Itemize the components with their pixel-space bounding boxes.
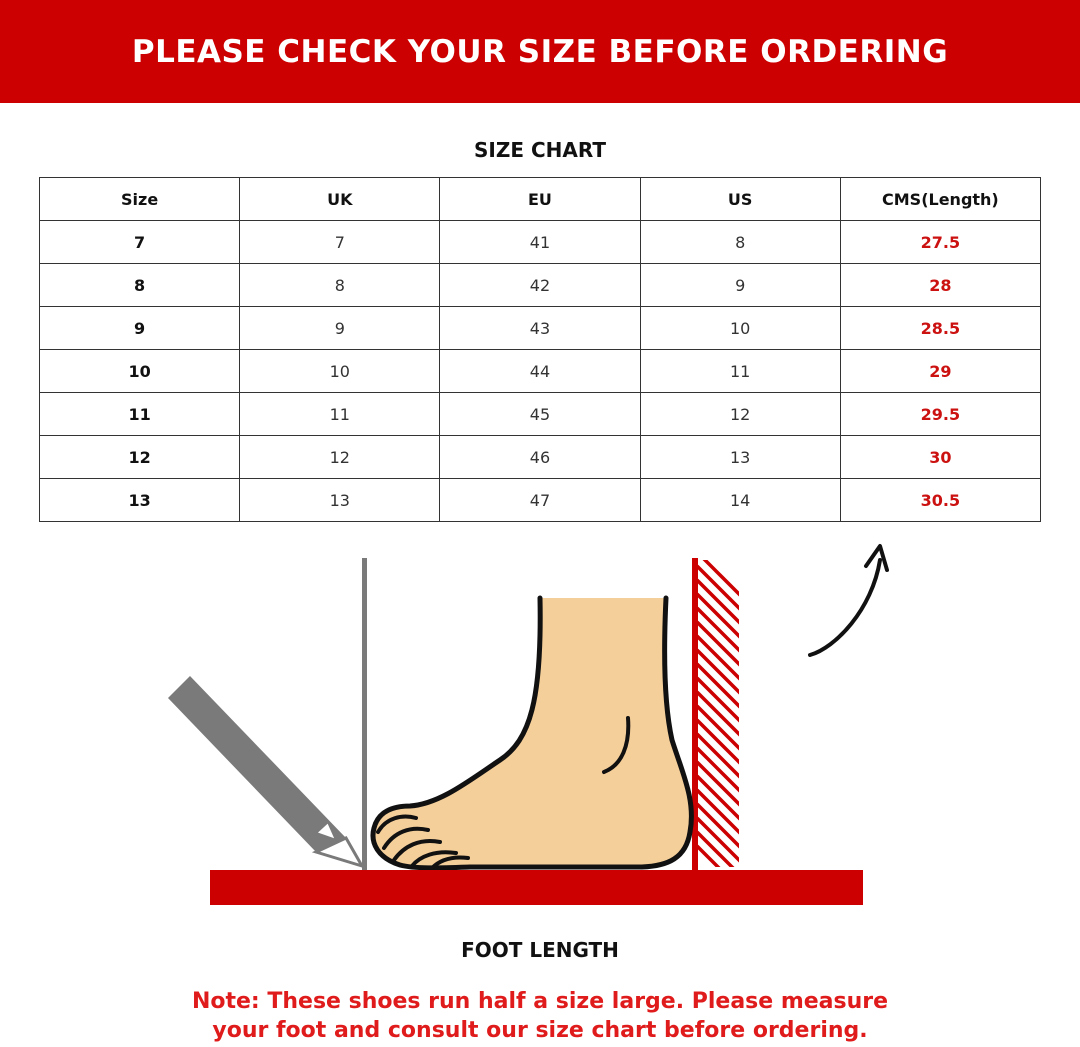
foot-icon (373, 598, 691, 868)
cell-size: 7 (40, 221, 240, 264)
cell-cms: 30.5 (840, 479, 1040, 522)
table-row (40, 350, 1041, 393)
pencil-icon (168, 676, 362, 866)
cell-size: 12 (40, 436, 240, 479)
cell-us: 13 (640, 436, 840, 479)
header-eu: EU (440, 178, 640, 221)
cell-eu: 46 (440, 436, 640, 479)
cell-uk: 13 (240, 479, 440, 522)
cell-cms: 29 (840, 350, 1040, 393)
cell-us: 11 (640, 350, 840, 393)
cell-size: 13 (40, 479, 240, 522)
cell-size: 9 (40, 307, 240, 350)
wall-icon (692, 552, 745, 894)
size-chart-table (39, 177, 1041, 522)
cell-eu: 43 (440, 307, 640, 350)
table-row (40, 436, 1041, 479)
curved-arrow-icon (810, 546, 887, 655)
header-uk: UK (240, 178, 440, 221)
cell-eu: 41 (440, 221, 640, 264)
cell-eu: 45 (440, 393, 640, 436)
cell-us: 12 (640, 393, 840, 436)
cell-us: 14 (640, 479, 840, 522)
measure-line (362, 558, 367, 870)
header-size: Size (40, 178, 240, 221)
table-row (40, 221, 1041, 264)
cell-size: 11 (40, 393, 240, 436)
table-header-row (40, 178, 1041, 221)
cell-uk: 8 (240, 264, 440, 307)
cell-cms: 30 (840, 436, 1040, 479)
sizing-note (0, 987, 1080, 1045)
cell-eu: 47 (440, 479, 640, 522)
cell-uk: 11 (240, 393, 440, 436)
cell-size: 10 (40, 350, 240, 393)
cell-uk: 12 (240, 436, 440, 479)
table-row (40, 393, 1041, 436)
table-row (40, 307, 1041, 350)
cell-us: 10 (640, 307, 840, 350)
cell-size: 8 (40, 264, 240, 307)
foot-measurement-illustration (0, 540, 1080, 920)
cell-us: 9 (640, 264, 840, 307)
header-cms: CMS(Length) (840, 178, 1040, 221)
cell-cms: 27.5 (840, 221, 1040, 264)
cell-cms: 28 (840, 264, 1040, 307)
note-line-1: Note: These shoes run half a size large. Please measure (191, 989, 889, 1014)
cell-uk: 7 (240, 221, 440, 264)
cell-eu: 42 (440, 264, 640, 307)
table-row (40, 264, 1041, 307)
cell-uk: 10 (240, 350, 440, 393)
note-line-2: your foot and consult our size chart before ordering. (212, 1018, 868, 1043)
top-banner (0, 0, 1080, 103)
cell-cms: 28.5 (840, 307, 1040, 350)
cell-us: 8 (640, 221, 840, 264)
size-chart-title: SIZE CHART (473, 138, 606, 162)
cell-uk: 9 (240, 307, 440, 350)
cell-eu: 44 (440, 350, 640, 393)
foot-length-label: FOOT LENGTH (461, 938, 619, 962)
ruler-bar (210, 870, 863, 905)
banner-title: PLEASE CHECK YOUR SIZE BEFORE ORDERING (131, 33, 949, 70)
header-us: US (640, 178, 840, 221)
table-row (40, 479, 1041, 522)
cell-cms: 29.5 (840, 393, 1040, 436)
